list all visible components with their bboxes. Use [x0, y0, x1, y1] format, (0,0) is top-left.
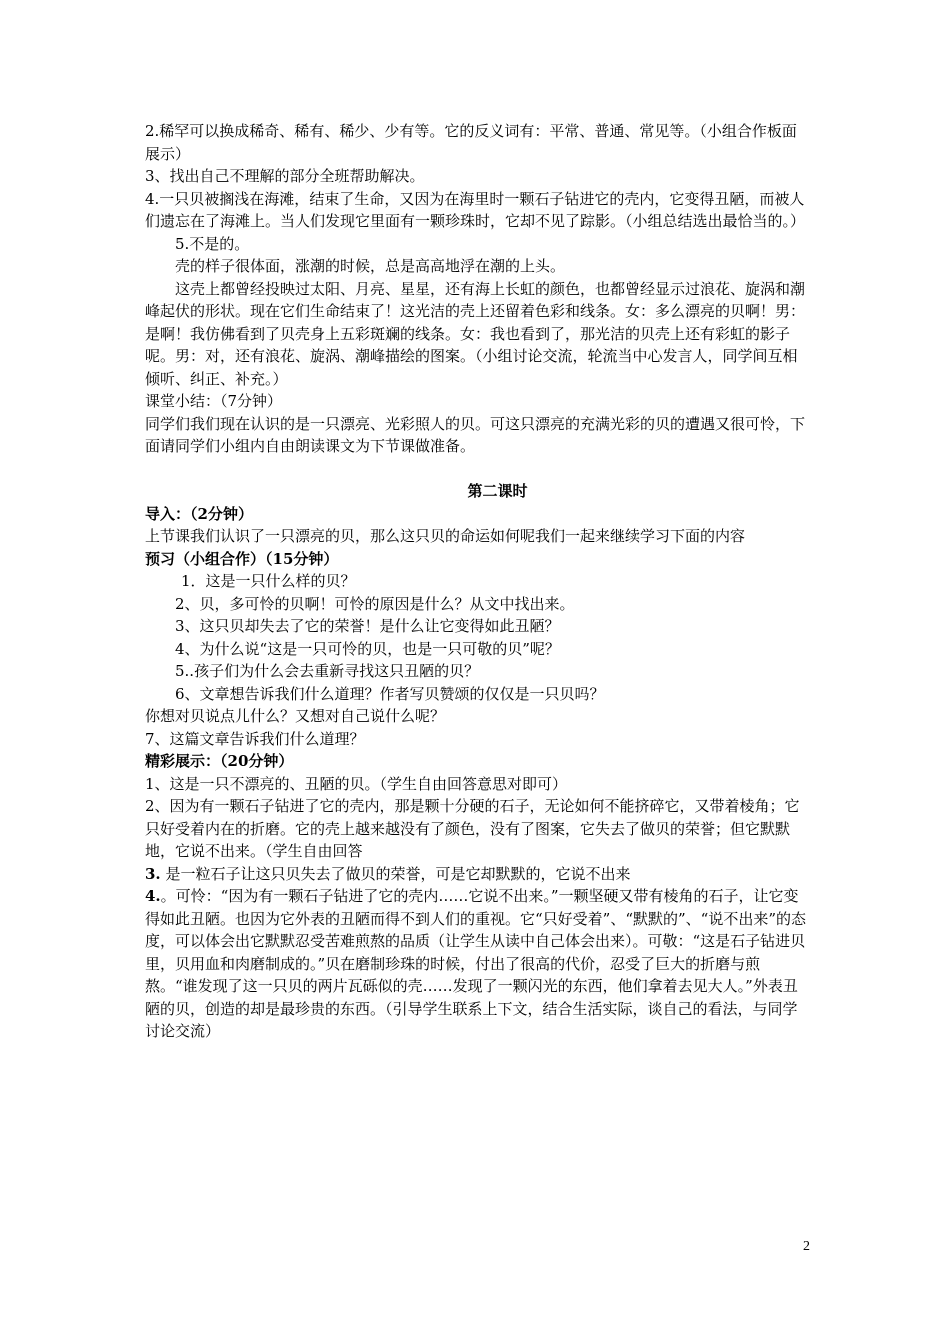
preview-question-4: 4、为什么说“这是一只可怜的贝，也是一只可敬的贝”呢？ [175, 639, 560, 658]
paragraph-shell-colors: 这壳上都曾经投映过太阳、月亮、星星，还有海上长虹的颜色，也都曾经显示过浪花、旋涡和潮峰起伏的形状。现在它们生命结束了！这光洁的壳上还留着色彩和线条。女：多么漂亮的贝啊！男：是啊！我仿佛看到了贝壳身上五彩斑斓的线条。女：我也看到了，那光洁的贝壳上还有彩虹的影子呢。男：对，还有浪花、旋涡、潮峰描绘的图案。（小组讨论交流，轮流当中心发言人，同学间互相倾听、纠正、补充。） [145, 279, 806, 388]
answer-4-number: 4. [145, 887, 161, 905]
paragraph-answer-5: 5.不是的。 [175, 234, 250, 253]
page-number: 2 [803, 1239, 810, 1254]
showcase-answer-1: 1、这是一只不漂亮的、丑陋的贝。（学生自由回答意思对即可） [145, 774, 568, 793]
preview-question-5: 5..孩子们为什么会去重新寻找这只丑陋的贝？ [175, 662, 480, 680]
preview-question-2: 2、贝，多可怜的贝啊！可怜的原因是什么？从文中找出来。 [175, 594, 575, 613]
intro-heading: 导入：（2分钟） [145, 504, 253, 523]
preview-question-1: 1．这是一只什么样的贝？ [181, 572, 356, 590]
paragraph-class-help: 3、找出自己不理解的部分全班帮助解决。 [145, 167, 425, 185]
preview-question-6: 6、文章想告诉我们什么道理？作者写贝赞颂的仅仅是一只贝吗？ [175, 684, 605, 703]
preview-question-7: 7、这篇文章告诉我们什么道理？ [145, 729, 365, 748]
showcase-answer-3 [145, 863, 810, 886]
showcase-answer-4 [145, 885, 810, 1043]
paragraph-shell-appearance: 壳的样子很体面，涨潮的时候，总是高高地浮在潮的上头。 [175, 257, 566, 275]
preview-question-6-cont: 你想对贝说点儿什么？又想对自己说什么呢？ [145, 707, 446, 725]
page-content [145, 120, 810, 1043]
answer-3-number: 3. [145, 864, 161, 883]
paragraph-antonyms: 2.稀罕可以换成稀奇、稀有、稀少、少有等。它的反义词有：平常、普通、常见等。（小组合作板面展示） [145, 122, 797, 163]
answer-3-text: 是一粒石子让这只贝失去了做贝的荣誉，可是它却默默的，它说不出来 [160, 864, 631, 883]
intro-text: 上节课我们认识了一只漂亮的贝，那么这只贝的命运如何呢我们一起来继续学习下面的内容 [145, 527, 746, 545]
showcase-answer-2: 2、因为有一颗石子钻进了它的壳内，那是颗十分硬的石子，无论如何不能挤碎它，又带着棱角；它只好受着内在的折磨。它的壳上越来越没有了颜色，没有了图案，它失去了做贝的荣誉；但它默默地，它说不出来。（学生自由回答 [145, 797, 800, 860]
paragraph-class-summary: 同学们我们现在认识的是一只漂亮、光彩照人的贝。可这只漂亮的充满光彩的贝的遭遇又很可怜，下面请同学们小组内自由朗读课文为下节课做准备。 [145, 414, 806, 455]
section-title: 第二课时 [467, 481, 528, 500]
answer-4-text: 。可怜：“因为有一颗石子钻进了它的壳内……它说不出来。”一颗坚硬又带有棱角的石子，让它变得如此丑陋。也因为它外表的丑陋而得不到人们的重视。它“只好受着”、“默默的”、“说不出来”的态度，可以体会出它默默忍受苦难煎熬的品质（让学生从读中自己体会出来）。可敬：“这是石子钻进贝里，贝用血和肉磨制成的。”贝在磨制珍珠的时候，付出了很高的代价，忍受了巨大的折磨与煎熬。“谁发现了这一只贝的两片瓦砾似的壳……发现了一颗闪光的东西，他们拿着去见大人。”外表丑陋的贝，创造的却是最珍贵的东西。（引导学生联系上下文，结合生活实际，谈自己的看法，与同学讨论交流） [145, 887, 807, 1040]
showcase-heading: 精彩展示：（20分钟） [145, 752, 294, 770]
preview-heading: 预习（小组合作）（15分钟） [145, 549, 339, 568]
paragraph-class-summary-heading: 课堂小结：（7分钟） [145, 392, 283, 410]
paragraph-summary: 4.一只贝被搁浅在海滩，结束了生命，又因为在海里时一颗石子钻进它的壳内，它变得丑陋，而被人们遗忘在了海滩上。当人们发现它里面有一颗珍珠时，它却不见了踪影。（小组总结选出最恰当的。） [145, 189, 806, 230]
preview-question-3: 3、这只贝却失去了它的荣誉！是什么让它变得如此丑陋？ [175, 617, 560, 635]
